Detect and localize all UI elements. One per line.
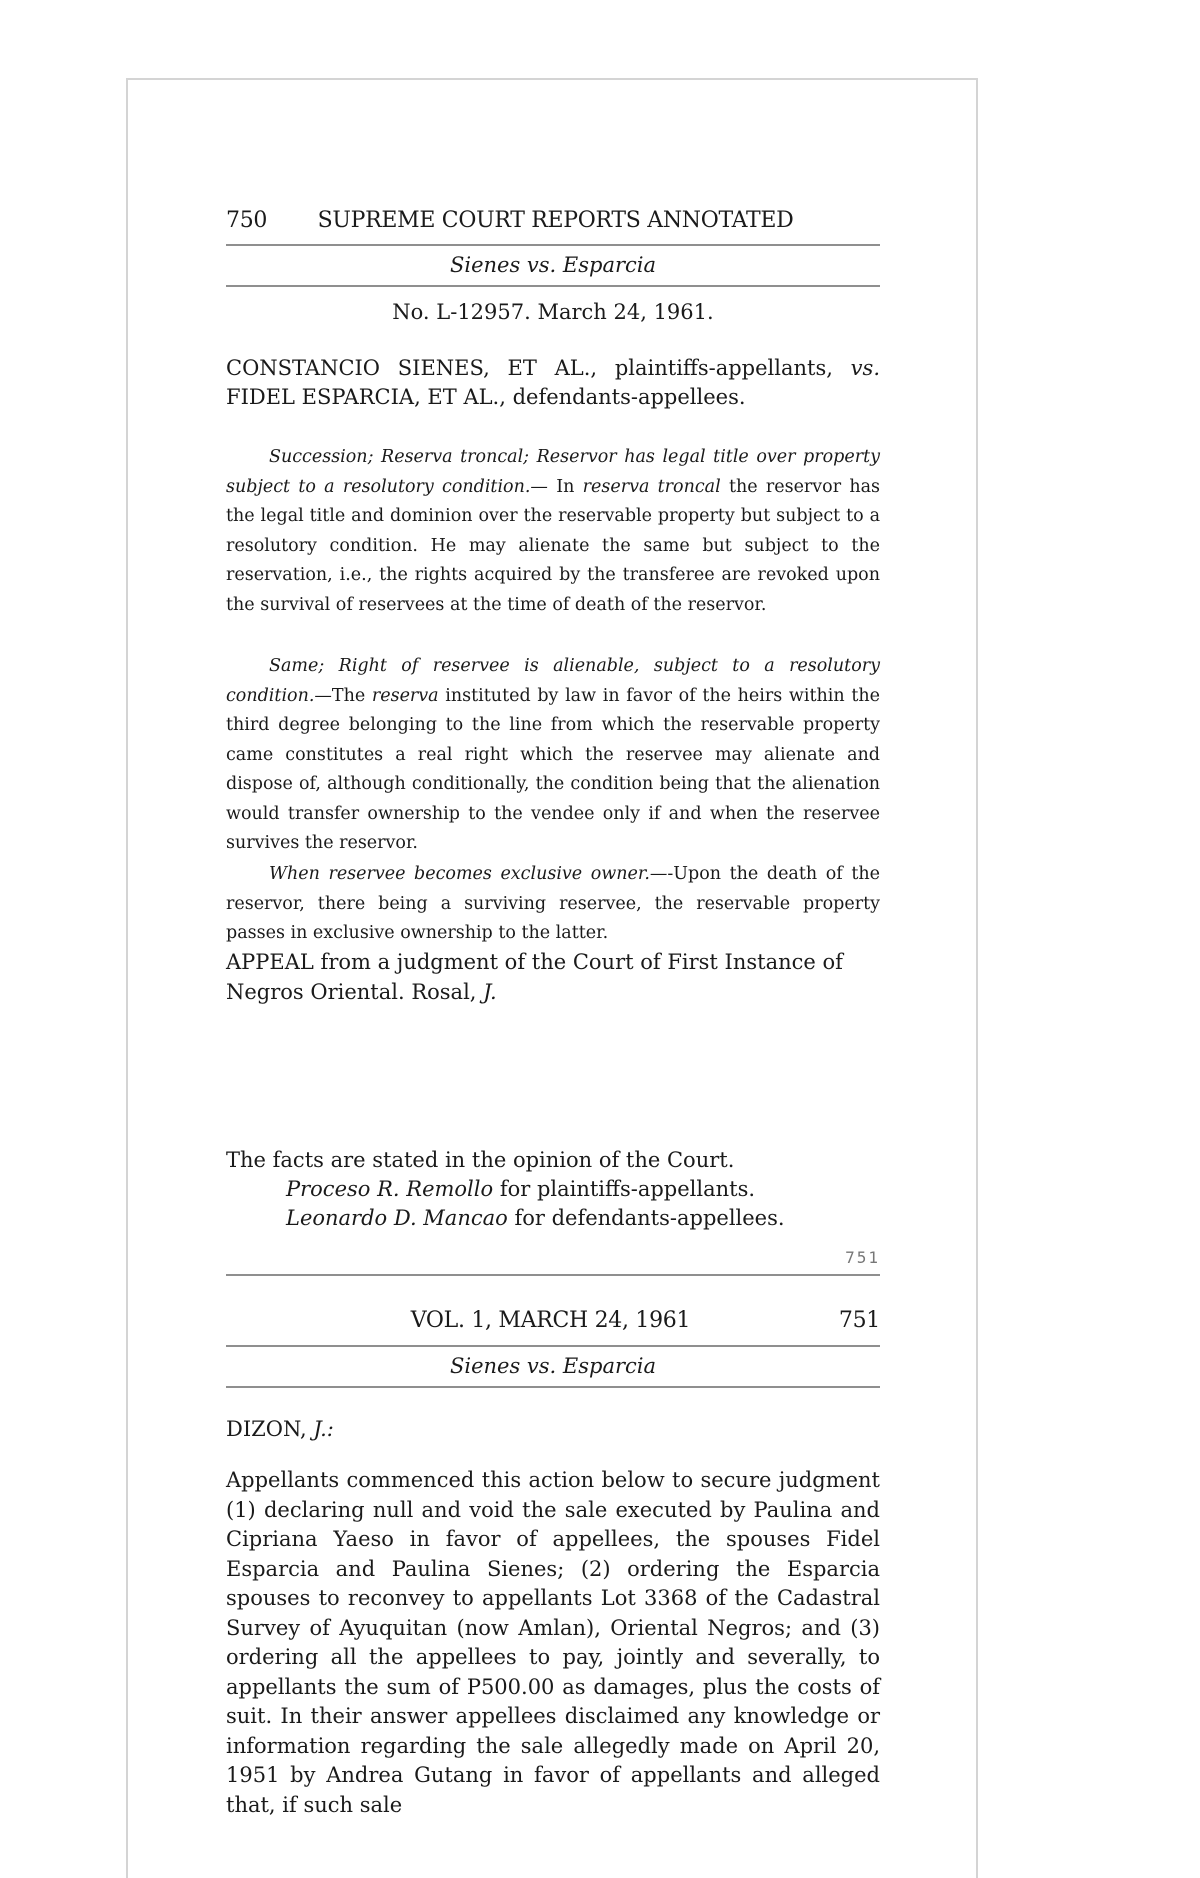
- document-page: [126, 78, 978, 1878]
- judge-initial: J.: [483, 979, 497, 1004]
- syllabus-entry: [226, 860, 880, 949]
- syllabus-heading: When reservee becomes exclusive owner.—: [269, 864, 668, 884]
- page-number: 750: [226, 208, 268, 233]
- appeal-line: [226, 948, 880, 1007]
- running-title: SUPREME COURT REPORTS ANNOTATED: [317, 208, 794, 233]
- syllabus-entry: [226, 443, 880, 620]
- page-header: [226, 1308, 880, 1333]
- running-case-title: Sienes vs. Esparcia: [449, 1354, 657, 1378]
- page-break-rule: [226, 1274, 880, 1276]
- counsel-line: [226, 1175, 940, 1205]
- syllabus-text: the reservor has the legal title and dominion over the reservable property but subject to a resolutory condition. He may alienate the same but subject to the reservation, i.e., the rights acquired by the transferee are revoked upon the survival of reservees at the time of death of the reservor.: [226, 476, 881, 615]
- syllabus-text: In: [547, 476, 583, 497]
- counsel-role: for defendants-appellees.: [507, 1206, 785, 1230]
- page-header: [226, 208, 880, 233]
- facts-line: The facts are stated in the opinion of the Court.: [226, 1148, 735, 1172]
- page-number: 751: [838, 1308, 880, 1333]
- running-case-title: Sienes vs. Esparcia: [449, 253, 657, 277]
- counsel-line: [226, 1204, 940, 1234]
- opinion-author: [226, 1415, 880, 1445]
- defendants: FIDEL ESPARCIA, ET AL., defendants-appellees.: [226, 385, 746, 409]
- syllabus-text: -Upon the death of the reservor, there being a surviving reservee, the reservable property passes in exclusive ownership to the latter.: [226, 864, 880, 943]
- case-parties: [226, 354, 880, 412]
- page-break-marker: 751: [845, 1248, 880, 1267]
- counsel-name: Leonardo D. Mancao: [286, 1206, 508, 1230]
- author-name: DIZON,: [226, 1417, 314, 1441]
- syllabus-text: —The: [314, 685, 372, 706]
- syllabus-text: instituted by law in favor of the heirs within the third degree belonging to the line from which the reservable property came constitutes a real right which the reservee may alienate and dispose of, although conditionally, the condition being that the alienation would transfer ownership to the vendee only if and when the reservee survives the reservor.: [226, 685, 880, 853]
- opinion-paragraph: Appellants commenced this action below to secure judgment (1) declaring null and void the sale executed by Paulina and Cipriana Yaeso in favor of appellees, the spouses Fidel Esparcia and Paulina Sienes; (2) ordering the Esparcia spouses to reconvey to appellants Lot 3368 of the Cadastral Survey of Ayuquitan (now Amlan), Oriental Negros; and (3) ordering all the appellees to pay, jointly and severally, to appellants the sum of P500.00 as damages, plus the costs of suit. In their answer appellees disclaimed any knowledge or information regarding the sale allegedly made on April 20, 1951 by Andrea Gutang in favor of appellants and alleged that, if such sale: [226, 1468, 880, 1817]
- syllabus-heading: Same; Right of reservee is alienable, subject to a resolutory condition.: [226, 656, 880, 706]
- running-title: VOL. 1, MARCH 24, 1961: [410, 1308, 691, 1333]
- appeal-text: APPEAL from a judgment of the Court of First Instance of Negros Oriental. Rosal,: [226, 950, 843, 1004]
- counsel-name: Proceso R. Remollo: [286, 1177, 494, 1201]
- counsel-role: for plaintiffs-appellants.: [493, 1177, 756, 1201]
- case-number-date: No. L-12957. March 24, 1961.: [392, 300, 714, 324]
- header-rule: [226, 244, 880, 246]
- header-rule: [226, 285, 880, 287]
- syllabus-term: reserva troncal: [582, 476, 721, 497]
- header-rule: [226, 1345, 880, 1347]
- syllabus-term: reserva: [371, 685, 439, 706]
- syllabus-entry: [226, 652, 880, 859]
- plaintiffs: CONSTANCIO SIENES, ET AL., plaintiffs-appellants,: [226, 356, 833, 380]
- author-title: J.:: [313, 1417, 334, 1441]
- versus: vs.: [850, 356, 880, 380]
- syllabus-heading: Succession; Reserva troncal; Reservor has legal title over property subject to a resolutory condition.—: [226, 447, 880, 497]
- header-rule: [226, 1386, 880, 1388]
